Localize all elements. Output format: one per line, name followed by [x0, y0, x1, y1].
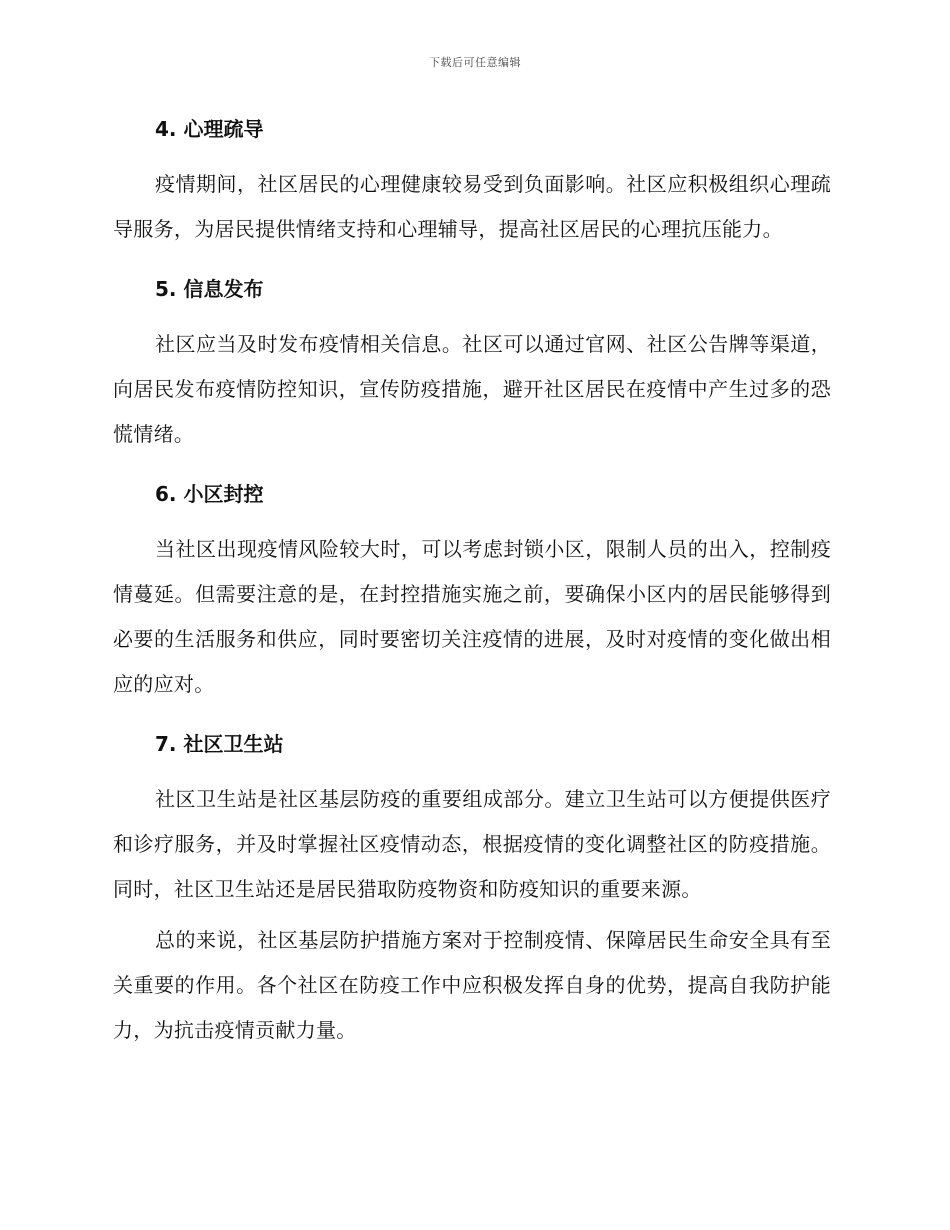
conclusion-paragraph: 总的来说，社区基层防护措施方案对于控制疫情、保障居民生命安全具有至关重要的作用。各个社区在防疫工作中应积极发挥自身的优势，提高自我防护能力，为抗击疫情贡献力量。 — [113, 928, 831, 1042]
page-header-note: 下载后可任意编辑 — [429, 56, 521, 69]
section-psychological-counseling — [113, 110, 831, 270]
section-heading: 6. 小区封控 — [155, 482, 264, 506]
section-information-release — [113, 270, 831, 475]
section-heading: 7. 社区卫生站 — [155, 732, 284, 756]
section-community-lockdown — [113, 475, 831, 725]
document-body — [113, 110, 831, 1053]
section-heading: 4. 心理疏导 — [155, 117, 264, 141]
section-heading: 5. 信息发布 — [155, 277, 264, 301]
section-paragraph: 当社区出现疫情风险较大时，可以考虑封锁小区，限制人员的出入，控制疫情蔓延。但需要注意的是，在封控措施实施之前，要确保小区内的居民能够得到必要的生活服务和供应，同时要密切关注疫情的进展，及时对疫情的变化做出相应的应对。 — [113, 537, 831, 696]
section-paragraph: 社区卫生站是社区基层防疫的重要组成部分。建立卫生站可以方便提供医疗和诊疗服务，并及时掌握社区疫情动态，根据疫情的变化调整社区的防疫措施。同时，社区卫生站还是居民猎取防疫物资和防疫知识的重要来源。 — [113, 787, 831, 901]
section-community-health-station — [113, 725, 831, 918]
section-paragraph: 社区应当及时发布疫情相关信息。社区可以通过官网、社区公告牌等渠道，向居民发布疫情防控知识，宣传防疫措施，避开社区居民在疫情中产生过多的恐慌情绪。 — [113, 332, 831, 446]
section-paragraph: 疫情期间，社区居民的心理健康较易受到负面影响。社区应积极组织心理疏导服务，为居民提供情绪支持和心理辅导，提高社区居民的心理抗压能力。 — [113, 172, 831, 241]
